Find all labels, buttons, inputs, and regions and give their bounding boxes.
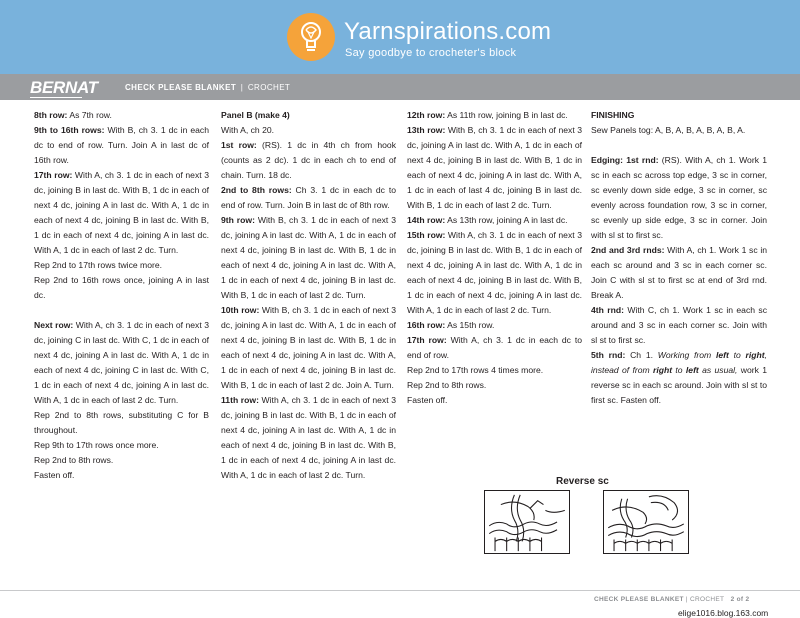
paragraph: 4th rnd: With C, ch 1. Work 1 sc in each sc around and 3 sc in each corner sc. Join with sl st to first sc. (591, 305, 767, 345)
reverse-sc-title: Reverse sc (556, 476, 609, 487)
pattern-column-4 (591, 108, 767, 408)
reverse-sc-diagram-1 (484, 490, 570, 554)
paragraph: 9th to 16th rows: With B, ch 3. 1 dc in each dc to end of row. Turn. Join A in last dc of 16th row. (34, 125, 209, 165)
section-heading: Panel B (make 4) (221, 110, 290, 120)
brand-bar (0, 74, 800, 100)
document-title-category: CROCHET (247, 83, 291, 92)
paragraph: 17th row: With A, ch 3. 1 dc in each dc to end of row. (407, 335, 582, 360)
paragraph: Edging: 1st rnd: (RS). With A, ch 1. Work 1 sc in each sc across top edge, 3 sc in corner, sc evenly down side edge, 3 sc in corner, sc evenly across foundation row, 3 sc in corner, sc evenly up side edge, 3 sc in corner. Join with sl st to first sc. (591, 155, 767, 240)
paragraph: 12th row: As 11th row, joining B in last dc. (407, 110, 568, 120)
brand-logo: BERNAT (30, 78, 98, 97)
document-title (125, 83, 290, 92)
paragraph: Rep 2nd to 8th rows. (407, 380, 487, 390)
paragraph: 17th row: With A, ch 3. 1 dc in each of next 3 dc, joining B in last dc. With B, 1 dc in each of next 4 dc, joining A in last dc. With A, 1 dc in each of next 4 dc, joining B in last dc. With B, 1 dc in each of next 4 dc, joining A in last dc. With A, 1 dc in each of last 2 dc. Turn. (34, 170, 209, 255)
paragraph: 5th rnd: Ch 1. Working from left to right, instead of from right to left as usual, work 1 reverse sc in each sc around. Join with sl st to first sc. Fasten off. (591, 350, 767, 405)
paragraph: 2nd and 3rd rnds: With A, ch 1. Work 1 sc in each sc around and 3 sc in each corner sc. Join C with sl st to first sc at end of 3rd rnd. Break A. (591, 245, 768, 300)
paragraph: Rep 2nd to 17th rows 4 times more. (407, 365, 544, 375)
footer-category: CROCHET (690, 596, 725, 603)
site-name[interactable]: Yarnspirations.com (344, 18, 552, 45)
paragraph: Rep 2nd to 8th rows. (34, 455, 114, 465)
paragraph: Fasten off. (407, 395, 448, 405)
reverse-sc-diagram-2 (603, 490, 689, 554)
brand-underline (30, 97, 82, 98)
paragraph: 16th row: As 15th row. (407, 320, 495, 330)
paragraph: 1st row: (RS). 1 dc in 4th ch from hook (counts as 2 dc). 1 dc in each ch to end of chain. Turn. 18 dc. (221, 140, 397, 180)
footer (594, 596, 749, 603)
footer-separator: | (685, 596, 688, 603)
paragraph: 13th row: With B, ch 3. 1 dc in each of next 3 dc, joining A in last dc. With A, 1 dc in each of next 4 dc, joining B in last dc. With B, 1 dc in each of next 4 dc, joining A in last dc. With A, 1 dc in each of last 4 dc, joining B in last dc. With B, 1 dc in each of last 2 dc. Turn. (407, 125, 583, 210)
yarnspirations-lightbulb-logo-icon[interactable] (286, 12, 336, 62)
paragraph: 14th row: As 13th row, joining A in last dc. (407, 215, 568, 225)
paragraph: Next row: With A, ch 3. 1 dc in each of next 3 dc, joining C in last dc. With C, 1 dc in each of next 4 dc, joining A in last dc. With A, 1 dc in each of next 4 dc, joining C in last dc. With C, 1 dc in each of next 4 dc, joining A in last dc. With A, 1 dc in each of last 2 dc. Turn. (34, 320, 209, 405)
pattern-column-3 (407, 108, 582, 408)
paragraph: Rep 2nd to 17th rows twice more. (34, 260, 163, 270)
watermark: elige1016.blog.163.com (678, 608, 769, 618)
document-title-separator: | (240, 83, 244, 92)
footer-divider (0, 590, 800, 591)
paragraph: 2nd to 8th rows: Ch 3. 1 dc in each dc to end of row. Turn. Join B in last dc of 8th row. (221, 185, 396, 210)
pattern-column-2 (221, 108, 396, 483)
paragraph: 8th row: As 7th row. (34, 110, 112, 120)
section-heading: FINISHING (591, 110, 635, 120)
site-tagline: Say goodbye to crocheter's block (345, 47, 517, 59)
paragraph: 10th row: With B, ch 3. 1 dc in each of next 3 dc, joining A in last dc. With A, 1 dc in each of next 4 dc, joining B in last dc. With B, 1 dc in each of next 4 dc, joining A in last dc. With A, 1 dc in each of next 4 dc, joining B in last dc. With B, 1 dc in each of last 2 dc. Join A. Turn. (221, 305, 397, 390)
footer-title: CHECK PLEASE BLANKET (594, 596, 684, 603)
paragraph: 9th row: With B, ch 3. 1 dc in each of next 3 dc, joining A in last dc. With A, 1 dc in each of next 4 dc, joining B in last dc. With B, 1 dc in each of next 4 dc, joining A in last dc. With A, 1 dc in each of next 4 dc, joining B in last dc. With B, 1 dc in each of last 2 dc. Turn. (221, 215, 396, 300)
paragraph: With A, ch 20. (221, 125, 275, 135)
paragraph: Rep 9th to 17th rows once more. (34, 440, 159, 450)
paragraph: Rep 2nd to 8th rows, substituting C for B throughout. (34, 410, 209, 435)
paragraph: 15th row: With A, ch 3. 1 dc in each of next 3 dc, joining B in last dc. With B, 1 dc in each of next 4 dc, joining A in last dc. With A, 1 dc in each of next 4 dc, joining B in last dc. With B, 1 dc in each of next 4 dc, joining A in last dc. With A, 1 dc in each of last 2 dc. Turn. (407, 230, 582, 315)
pattern-column-1 (34, 108, 209, 483)
paragraph: Rep 2nd to 16th rows once, joining A in last dc. (34, 275, 209, 300)
paragraph: Fasten off. (34, 470, 75, 480)
paragraph: Sew Panels tog: A, B, A, B, A, B, A, B, A. (591, 125, 746, 135)
paragraph: 11th row: With A, ch 3. 1 dc in each of next 3 dc, joining B in last dc. With B, 1 dc in each of next 4 dc, joining A in last dc. With A, 1 dc in each of next 4 dc, joining B in last dc. With B, 1 dc in each of next 4 dc, joining A in last dc. With A, 1 dc in each of last 2 dc. Turn. (221, 395, 396, 480)
page-number: 2 of 2 (730, 596, 750, 603)
document-title-name: CHECK PLEASE BLANKET (125, 83, 237, 92)
